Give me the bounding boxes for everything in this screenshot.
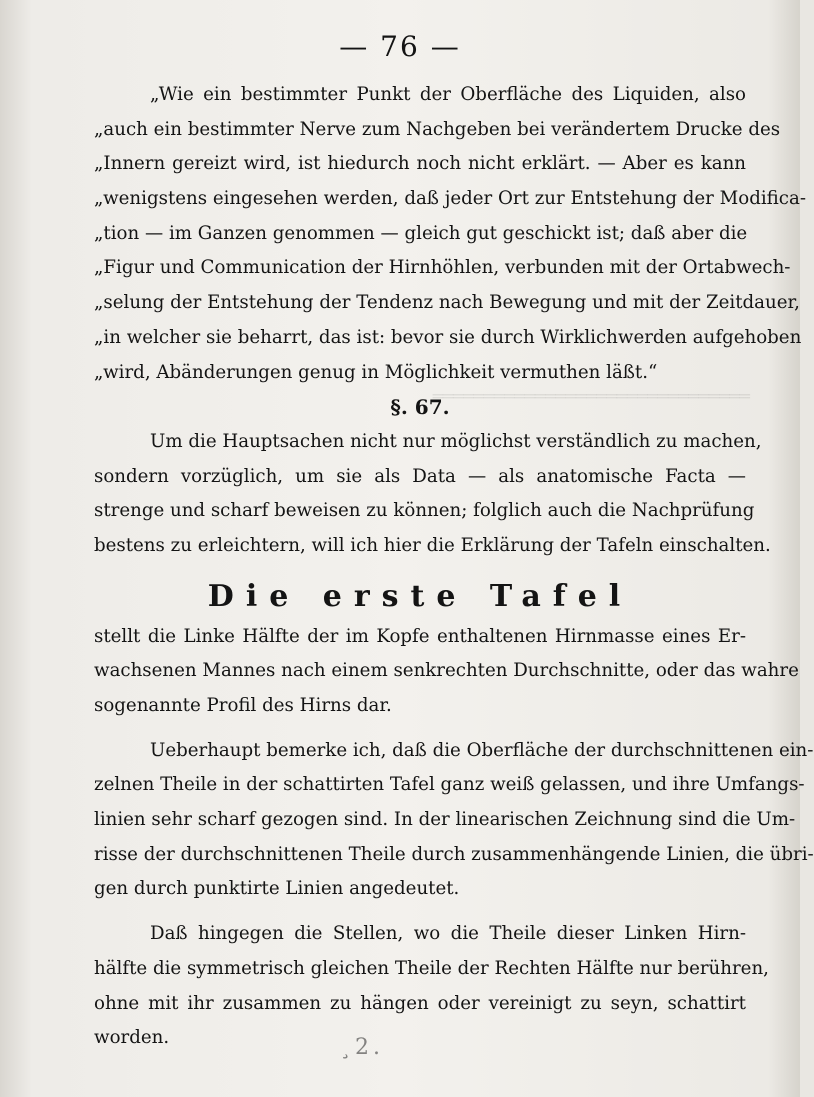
paragraph-2 (94, 734, 814, 907)
plate-title: Die erste Tafel (207, 578, 633, 614)
text-line: „Innern gereizt wird, ist hiedurch noch nicht erklärt. — Aber es kann (94, 153, 746, 175)
quote-paragraph (94, 78, 806, 390)
text-line: sogenannte Profil des Hirns dar. (94, 695, 392, 716)
footer-mark: ¸2. (340, 1035, 384, 1060)
text-line: strenge und scharf beweisen zu können; folglich auch die Nachprüfung (94, 500, 755, 522)
text-line: „Wie ein bestimmter Punkt der Oberfläche des Liquiden, also (150, 84, 746, 105)
section-paragraph (94, 425, 771, 564)
body-text (94, 78, 814, 1056)
text-line: gen durch punktirte Linien angedeutet. (94, 878, 460, 900)
text-line: „wird, Abänderungen genug in Möglichkeit vermuthen läßt.“ (94, 361, 658, 383)
text-line: hälfte die symmetrisch gleichen Theile der Rechten Hälfte nur berühren, (94, 957, 769, 979)
text-line: „tion — im Ganzen genommen — gleich gut geschickt ist; daß aber die (94, 222, 748, 244)
section-heading: §. 67. (390, 395, 450, 420)
paragraph-3 (94, 917, 769, 1056)
text-line: Ueberhaupt bemerke ich, daß die Oberfläche der durchschnittenen ein- (150, 739, 814, 761)
text-line: risse der durchschnittenen Theile durch zusammenhängende Linien, die übri- (94, 843, 814, 865)
text-line: „auch ein bestimmter Nerve zum Nachgeben bei verändertem Drucke des (94, 118, 781, 140)
text-line: worden. (94, 1027, 170, 1049)
text-line: „Figur und Communication der Hirnhöhlen, verbunden mit der Ortabwech- (94, 257, 791, 279)
text-line: zelnen Theile in der schattirten Tafel ganz weiß gelassen, und ihre Umfangs- (94, 774, 805, 796)
text-line: „selung der Entstehung der Tendenz nach Bewegung und mit der Zeitdauer, (94, 292, 800, 314)
page-number: — 76 — (339, 30, 461, 63)
text-line: „in welcher sie beharrt, das ist: bevor sie durch Wirklichwerden aufgehoben (94, 326, 802, 348)
text-line: Daß hingegen die Stellen, wo die Theile dieser Linken Hirn- (150, 923, 746, 945)
text-line: Um die Hauptsachen nicht nur möglichst verständlich zu machen, (150, 430, 762, 452)
plate-paragraph (94, 620, 799, 724)
text-line: stellt die Linke Hälfte der im Kopfe enthaltenen Hirnmasse eines Er- (94, 625, 746, 647)
text-line: „wenigstens eingesehen werden, daß jeder Ort zur Entstehung der Modifica- (94, 188, 806, 210)
text-line: ohne mit ihr zusammen zu hängen oder vereinigt zu seyn, schattirt (94, 992, 746, 1014)
text-line: sondern vorzüglich, um sie als Data — als anatomische Facta — (94, 465, 746, 487)
bleed-through-text: ═══════════════════════════════ (432, 387, 750, 407)
text-line: bestens zu erleichtern, will ich hier die Erklärung der Tafeln einschalten. (94, 534, 771, 556)
text-line: linien sehr scharf gezogen sind. In der linearischen Zeichnung sind die Um- (94, 809, 796, 831)
text-line: wachsenen Mannes nach einem senkrechten Durchschnitte, oder das wahre (94, 660, 799, 682)
